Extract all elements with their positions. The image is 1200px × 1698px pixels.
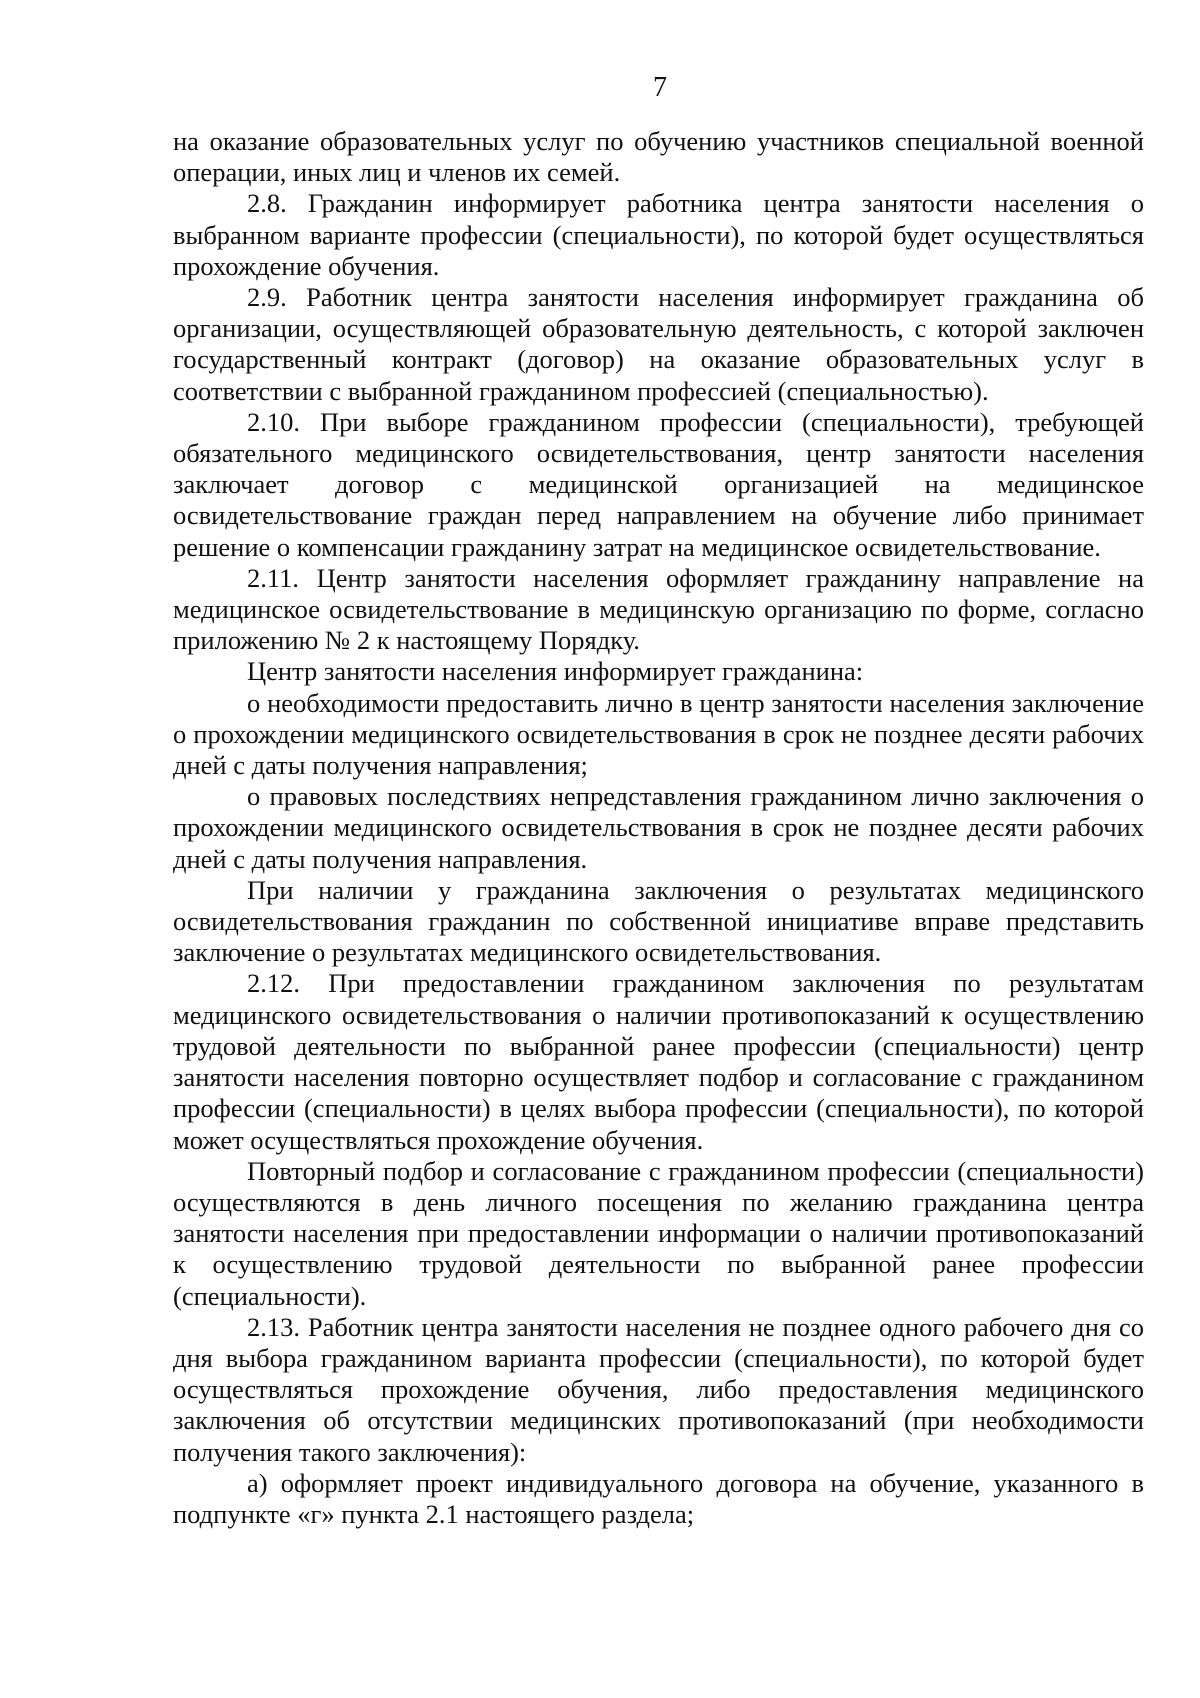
paragraph-own-initiative: При наличии у гражданина заключения о результатах медицинского освидетельствования гражданин по собственной инициативе вправе представить заключение о результатах медицинского освидетельствования.: [173, 874, 1144, 968]
paragraph-inform-item-1: о необходимости предоставить лично в центр занятости населения заключение о прохождении медицинского освидетельствования в срок не позднее десяти рабочих дней с даты получения направления;: [173, 687, 1144, 781]
paragraph-repeat-selection: Повторный подбор и согласование с гражданином профессии (специальности) осуществляются в день личного посещения по желанию гражданина центра занятости населения при предоставлении информации о наличии противопоказаний к осуществлению трудовой деятельности по выбранной ранее профессии (специальности).: [173, 1155, 1144, 1311]
page-number: 7: [653, 72, 667, 103]
paragraph-2-10: 2.10. При выборе гражданином профессии (специальности), требующей обязательного медицинского освидетельствования, центр занятости населения заключает договор с медицинской организацией на медицинское освидетельствование граждан перед направлением на обучение либо принимает решение о компенсации гражданину затрат на медицинское освидетельствование.: [173, 406, 1144, 562]
paragraph-2-8: 2.8. Гражданин информирует работника центра занятости населения о выбранном варианте профессии (специальности), по которой будет осуществляться прохождение обучения.: [173, 188, 1144, 281]
paragraph-continuation: на оказание образовательных услуг по обучению участников специальной военной операции, иных лиц и членов их семей.: [173, 126, 1144, 188]
paragraph-informs-intro: Центр занятости населения информирует гражданина:: [247, 656, 864, 687]
paragraph-subitem-a: а) оформляет проект индивидуального договора на обучение, указанного в подпункте «г» пункта 2.1 настоящего раздела;: [173, 1467, 1144, 1529]
paragraph-2-12: 2.12. При предоставлении гражданином заключения по результатам медицинского освидетельствования о наличии противопоказаний к осуществлению трудовой деятельности по выбранной ранее профессии (специальности) центр занятости населения повторно осуществляет подбор и согласование с гражданином профессии (специальности) в целях выбора профессии (специальности), по которой может осуществляться прохождение обучения.: [173, 968, 1144, 1155]
document-body: [173, 126, 1144, 1530]
paragraph-2-11: 2.11. Центр занятости населения оформляет гражданину направление на медицинское освидетельствование в медицинскую организацию по форме, согласно приложению № 2 к настоящему Порядку.: [173, 562, 1144, 656]
paragraph-2-13: 2.13. Работник центра занятости населения не позднее одного рабочего дня со дня выбора гражданином варианта профессии (специальности), по которой будет осуществляться прохождение обучения, либо предоставления медицинского заключения об отсутствии медицинских противопоказаний (при необходимости получения такого заключения):: [173, 1311, 1144, 1467]
paragraph-2-9: 2.9. Работник центра занятости населения информирует гражданина об организации, осуществляющей образовательную деятельность, с которой заключен государственный контракт (договор) на оказание образовательных услуг в соответствии с выбранной гражданином профессией (специальностью).: [173, 282, 1144, 406]
paragraph-inform-item-2: о правовых последствиях непредставления гражданином лично заключения о прохождении медицинского освидетельствования в срок не позднее десяти рабочих дней с даты получения направления.: [173, 781, 1144, 874]
